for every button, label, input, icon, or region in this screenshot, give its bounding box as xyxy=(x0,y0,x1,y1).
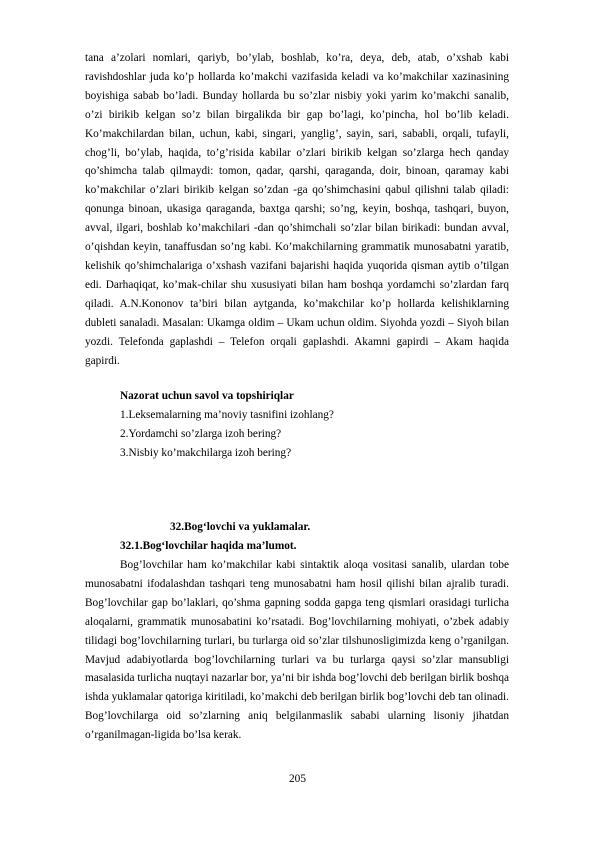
subsection-title: 32.1.Bog‘lovchilar haqida ma’lumot. xyxy=(120,540,297,552)
section-title: 32.Bog‘lovchi va yuklamalar. xyxy=(170,521,311,533)
page-number: 205 xyxy=(289,773,306,785)
body-paragraph-2: Bog’lovchilar ham ko’makchilar kabi sintaktik aloqa vositasi sanalib, ulardan tobe munosabatni ifodalashdan tashqari teng munosabatni ham hosil qilishi bilan ajralib turadi. Bog’lovchilar gap bo’laklari, qo’shma gapning sodda gapga teng qismlari orasidagi turlicha aloqalarni, grammatik munosabatini ko’rsatadi. Bog’lovchilarning mohiyati, o’zbek adabiy tilidagi bog’lovchilarning turlari, bu turlarga oid so’zlar tilshunosligimizda keng o’rganilgan. Mavjud adabiyotlarda bog’lovchilarning turlari va bu turlarga qaysi so’zlar mansubligi masalasida turlicha nuqtayi nazarlar bor, ya’ni bir ishda bog’lovchi deb berilgan birlik boshqa ishda yuklamalar qatoriga kiritiladi, ko’makchi deb berilgan birlik bog’lovchi deb tan olinadi. Bog’lovchilarga oid so’zlarning aniq belgilanmaslik sababi ularning lisoniy jihatdan o’rganilmagan-ligida bo’lsa kerak. xyxy=(85,559,509,742)
question-item-3: 3.Nisbiy ko’makchilarga izoh bering? xyxy=(120,447,292,459)
questions-heading: Nazorat uchun savol va topshiriqlar xyxy=(120,390,294,402)
question-item-1: 1.Leksemalarning ma’noviy tasnifini izohlang? xyxy=(120,409,334,421)
question-item-2: 2.Yordamchi so’zlarga izoh bering? xyxy=(120,428,282,440)
body-paragraph-1: tana a’zolari nomlari, qariyb, bo’ylab, boshlab, ko’ra, deya, deb, atab, o’xshab kabi ravishdoshlar juda ko’p hollarda ko’makchi vazifasida keladi va ko’makchilar xazinasining boyishiga sabab bo’ladi. Bunday hollarda bu so’zlar nisbiy yoki yarim ko’makchi sanalib, o’zi birikib kelgan so’z bilan birgalikda bir gap bo’lagi, ko’pincha, hol bo’lib keladi. Ko’makchilardan bilan, uchun, kabi, singari, yanglig’, sayin, sari, sababli, orqali, tufayli, chog’li, bo’ylab, haqida, to’g’risida kabilar o’zlari birikib kelgan so’zlarga hech qanday qo’shimcha talab qilmaydi: tomon, qadar, qarshi, qaraganda, doir, binoan, qaramay kabi ko’makchilar o’zlari birikib kelgan so’zdan -ga qo’shimchasini qabul qilishni talab qiladi: qonunga binoan, ukasiga qaraganda, baxtga qarshi; so’ng, keyin, boshqa, tashqari, buyon, avval, ilgari, boshlab ko’makchilari -dan qo’shimchali so’zlar bilan birikadi: bundan avval, o’qishdan keyin, tanaffusdan so’ng kabi. Ko’makchilarning grammatik munosabatni yaratib, kelishik qo’shimchalariga o’xshash vazifani bajarishi haqida yuqorida qisman aytib o’tilgan edi. Darhaqiqat, ko’mak-chilar shu xususiyati bilan ham boshqa yordamchi so’zlardan farq qiladi. A.N.Kononov ta’biri bilan aytganda, ko’makchilar ko’p hollarda kelishiklarning dubleti sanaladi. Masalan: Ukamga oldim – Ukam uchun oldim. Siyohda yozdi – Siyoh bilan yozdi. Telefonda gaplashdi – Telefon orqali gaplashdi. Akamni gapirdi – Akam haqida gapirdi. xyxy=(85,52,509,367)
